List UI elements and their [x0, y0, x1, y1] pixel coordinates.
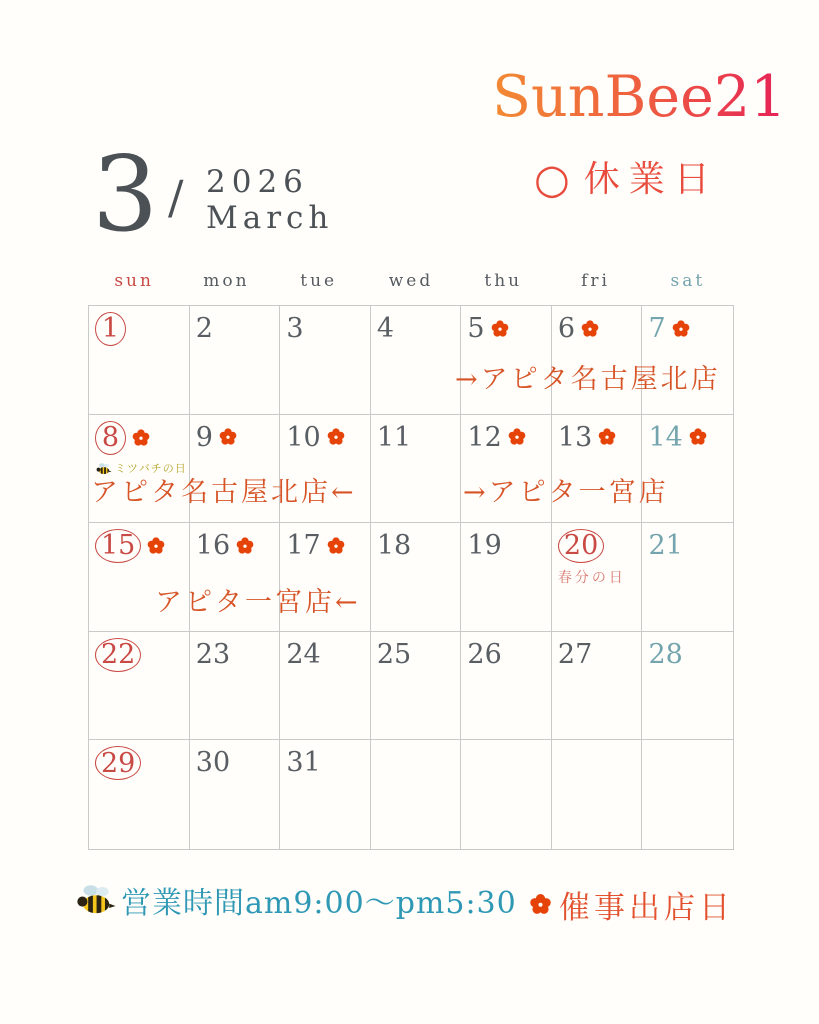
florette-icon	[217, 426, 239, 448]
calendar-cell-day-30	[190, 740, 281, 849]
calendar-cell-day-24	[280, 632, 371, 741]
closed-day-legend	[534, 155, 719, 204]
closed-day-circle	[558, 529, 604, 563]
calendar-cell-day-3	[280, 306, 371, 415]
day-number: 11	[376, 421, 412, 453]
closed-day-circle-icon: ○	[534, 155, 570, 204]
weekday-header	[88, 270, 734, 294]
day-number: 19	[467, 530, 502, 562]
day-number: 17	[286, 530, 321, 562]
calendar-cell-day-27	[552, 632, 643, 741]
day-note: 春分の日	[557, 570, 626, 587]
store-annotation: →アピタ名古屋北店	[455, 364, 721, 395]
calendar-cell-day-2	[190, 306, 281, 415]
weekday-label-wed: wed	[388, 271, 434, 291]
day-number: 8	[101, 421, 120, 453]
day-number: 30	[195, 747, 231, 779]
day-number: 3	[286, 313, 304, 344]
day-number: 18	[376, 530, 412, 562]
weekday-label-tue: tue	[300, 271, 338, 291]
day-number: 5	[467, 313, 485, 344]
day-number: 15	[101, 530, 136, 562]
weekday-label-sat: sat	[670, 271, 706, 291]
store-annotation: アピタ一宮店←	[155, 587, 361, 618]
event-day-label: 催事出店日	[559, 890, 734, 926]
florette-icon	[670, 318, 692, 340]
weekday-label-thu: thu	[484, 271, 523, 291]
day-number: 24	[286, 638, 321, 670]
day-number: 4	[376, 313, 395, 344]
month-name: March	[206, 200, 334, 236]
business-hours-label: 営業時間am9:00〜pm5:30	[121, 886, 517, 921]
day-number: 10	[286, 421, 321, 453]
day-number: 16	[195, 530, 231, 562]
closed-day-circle	[95, 421, 126, 455]
month-year: 2026	[206, 164, 309, 200]
calendar-cell-day-7	[642, 306, 733, 415]
florette-icon	[506, 426, 528, 448]
calendar-cell-day-21	[642, 523, 733, 632]
weekday-label-mon: mon	[203, 271, 250, 291]
calendar-cell-day-29	[89, 740, 190, 849]
day-number: 21	[648, 530, 683, 562]
calendar-cell-day-25	[371, 632, 462, 741]
day-number: 22	[101, 638, 136, 670]
brand-logo: SunBee21	[492, 64, 787, 130]
day-number: 6	[557, 313, 576, 344]
calendar-cell-day-26	[461, 632, 552, 741]
florette-icon	[579, 318, 601, 340]
business-hours-legend	[74, 878, 517, 922]
day-number: 9	[195, 421, 213, 453]
day-number: 7	[648, 313, 666, 344]
florette-icon	[145, 535, 167, 557]
calendar-cell-day-20	[552, 523, 643, 632]
day-number: 28	[648, 638, 683, 670]
day-number: 13	[557, 421, 593, 453]
weekday-label-fri: fri	[581, 271, 610, 291]
day-number: 26	[467, 638, 502, 670]
month-number: 3	[92, 133, 159, 255]
closed-day-label: 休業日	[583, 159, 719, 200]
calendar-cell-empty	[461, 740, 552, 849]
bee-icon	[74, 882, 116, 918]
day-number: 23	[195, 638, 231, 670]
calendar-cell-day-28	[642, 632, 733, 741]
store-annotation: アピタ名古屋北店←	[91, 477, 357, 508]
bee-icon	[95, 462, 112, 476]
day-number: 25	[376, 638, 412, 670]
calendar-cell-day-19	[461, 523, 552, 632]
day-number: 20	[563, 530, 599, 562]
florette-icon	[130, 427, 152, 449]
closed-day-circle	[95, 312, 126, 346]
calendar-cell-day-4	[371, 306, 462, 415]
florette-icon	[325, 535, 347, 557]
calendar-cell-day-22	[89, 632, 190, 741]
closed-day-circle	[95, 638, 141, 672]
day-number: 2	[195, 313, 213, 344]
store-annotation: →アピタ一宮店	[463, 477, 669, 508]
calendar-cell-empty	[642, 740, 733, 849]
florette-icon	[687, 426, 709, 448]
closed-day-circle	[95, 746, 141, 780]
florette-icon	[234, 535, 256, 557]
calendar-cell-day-5	[461, 306, 552, 415]
day-number: 14	[648, 421, 683, 453]
day-note: ミツバチの日	[95, 462, 187, 476]
florette-icon	[489, 318, 511, 340]
day-number: 31	[286, 747, 321, 779]
calendar-cell-day-1	[89, 306, 190, 415]
day-number: 29	[101, 747, 136, 779]
event-day-legend	[527, 882, 734, 927]
calendar-cell-day-18	[371, 523, 462, 632]
florette-icon	[596, 426, 618, 448]
calendar-cell-empty	[371, 740, 462, 849]
weekday-label-sun: sun	[114, 271, 154, 291]
calendar-cell-day-23	[190, 632, 281, 741]
florette-icon	[527, 891, 554, 918]
day-number: 27	[557, 638, 593, 670]
day-number: 12	[467, 421, 502, 453]
month-slash-icon: /	[168, 170, 184, 224]
calendar-cell-day-6	[552, 306, 643, 415]
closed-day-circle	[95, 529, 141, 563]
florette-icon	[325, 426, 347, 448]
calendar-cell-day-31	[280, 740, 371, 849]
day-number: 1	[101, 313, 120, 345]
calendar-cell-empty	[552, 740, 643, 849]
calendar-cell-day-11	[371, 415, 462, 524]
